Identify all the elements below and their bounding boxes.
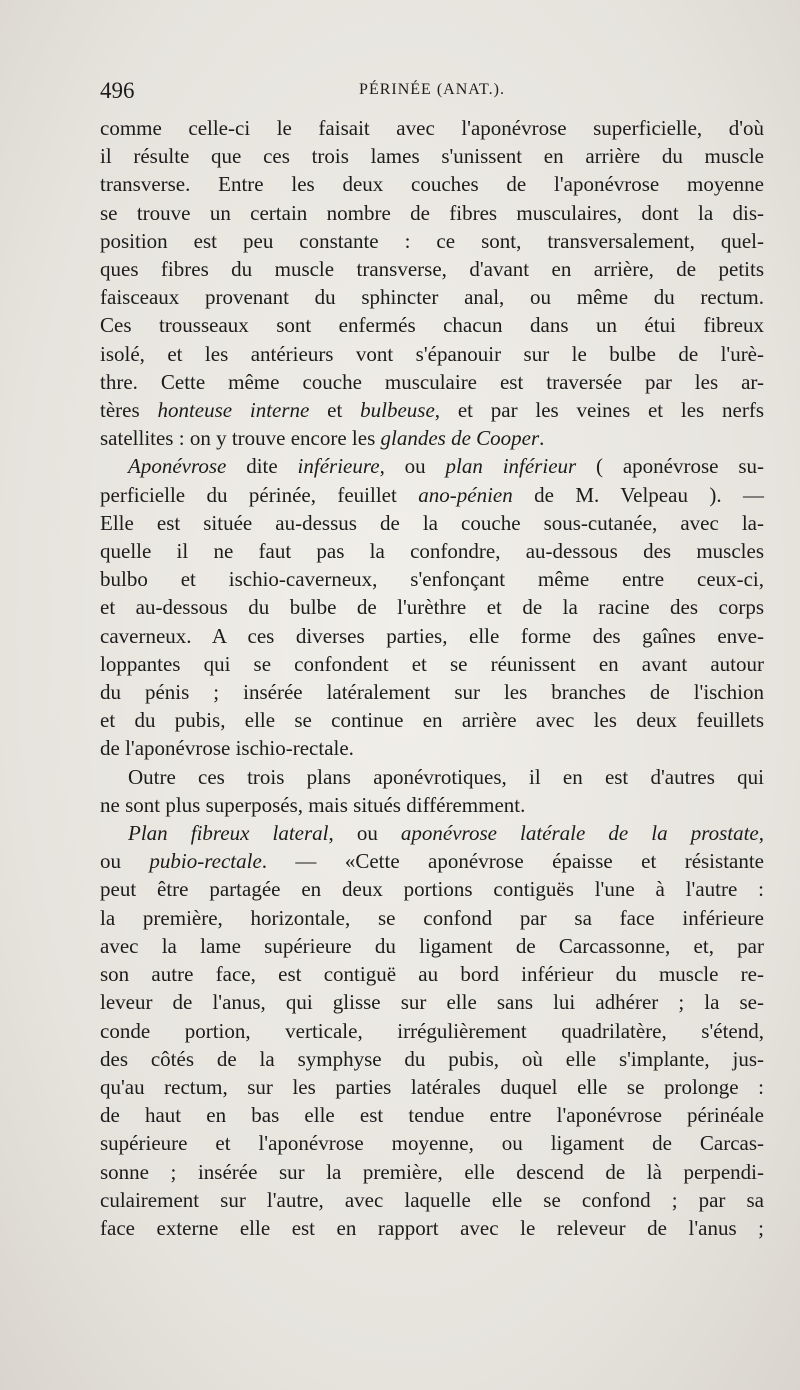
- text-line: de haut en bas elle est tendue entre l'aponévrose périnéale: [100, 1103, 764, 1128]
- text-segment: et: [309, 398, 361, 423]
- text-line: [100, 396, 764, 424]
- text-segment: ( aponévrose su-: [576, 454, 764, 479]
- text-line: qu'au rectum, sur les parties latérales duquel elle se prolonge :: [100, 1074, 764, 1099]
- text-segment: dite: [226, 454, 298, 479]
- text-line: [100, 481, 764, 509]
- text-segment: , ou: [379, 454, 446, 479]
- text-line: peut être partagée en deux portions contiguës l'une à l'autre :: [100, 877, 764, 902]
- page-header: [100, 78, 764, 108]
- text-line: faisceaux provenant du sphincter anal, ou même du rectum.: [100, 285, 764, 310]
- text-line: leveur de l'anus, qui glisse sur elle sans lui adhérer ; la se-: [100, 990, 764, 1015]
- text-line: supérieure et l'aponévrose moyenne, ou ligament de Carcas-: [100, 1131, 764, 1156]
- text-line: bulbo et ischio-caverneux, s'enfonçant même entre ceux-ci,: [100, 567, 764, 592]
- text-line: [100, 424, 764, 452]
- text-line: ques fibres du muscle transverse, d'avant en arrière, de petits: [100, 257, 764, 282]
- text-line: thre. Cette même couche musculaire est traversée par les ar-: [100, 369, 764, 394]
- text-line: [100, 847, 764, 875]
- text-segment: satellites : on y trouve encore les: [100, 426, 381, 451]
- text-line: [100, 819, 764, 847]
- text-line: Elle est située au-dessus de la couche sous-cutanée, avec la-: [100, 510, 764, 535]
- text-line: et au-dessous du bulbe de l'urèthre et de la racine des corps: [100, 595, 764, 620]
- italic-term: pubio-rectale: [149, 849, 262, 874]
- body-text: [100, 114, 764, 1242]
- text-segment: , ou: [328, 821, 401, 846]
- text-line: culairement sur l'autre, avec laquelle elle se confond ; par sa: [100, 1187, 764, 1212]
- italic-term: plan inférieur: [445, 454, 577, 479]
- text-line: Ces trousseaux sont enfermés chacun dans un étui fibreux: [100, 313, 764, 338]
- text-segment: ou: [100, 849, 150, 874]
- text-line: avec la lame supérieure du ligament de Carcassonne, et, par: [100, 933, 764, 958]
- text-line: des côtés de la symphyse du pubis, où elle s'implante, jus-: [100, 1046, 764, 1071]
- text-line: Outre ces trois plans aponévrotiques, il en est d'autres qui: [128, 764, 764, 789]
- italic-term: honteuse interne: [157, 398, 310, 423]
- text-line: et du pubis, elle se continue en arrière avec les deux feuillets: [100, 708, 764, 733]
- italic-term: Plan fibreux lateral: [128, 821, 329, 846]
- italic-term: aponévrose latérale de la prostate: [400, 821, 759, 846]
- italic-term: ano-pénien: [418, 482, 513, 507]
- italic-term: Aponévrose: [128, 454, 227, 479]
- text-line: du pénis ; insérée latéralement sur les branches de l'ischion: [100, 680, 764, 705]
- text-segment: ,: [758, 821, 764, 846]
- text-line: transverse. Entre les deux couches de l'aponévrose moyenne: [100, 172, 764, 197]
- text-line: quelle il ne faut pas la confondre, au-dessous des muscles: [100, 539, 764, 564]
- text-line: son autre face, est contiguë au bord inférieur du muscle re-: [100, 962, 764, 987]
- page-number: 496: [100, 78, 135, 103]
- text-segment: .: [539, 426, 545, 451]
- text-line: conde portion, verticale, irrégulièrement quadrilatère, s'étend,: [100, 1018, 764, 1043]
- italic-term: inférieure: [297, 454, 380, 479]
- text-line: isolé, et les antérieurs vont s'épanouir sur le bulbe de l'urè-: [100, 341, 764, 366]
- running-head: PÉRINÉE (ANAT.).: [359, 81, 505, 98]
- text-line: face externe elle est en rapport avec le releveur de l'anus ;: [100, 1215, 764, 1240]
- text-line: loppantes qui se confondent et se réunissent en avant autour: [100, 651, 764, 676]
- text-line: comme celle-ci le faisait avec l'aponévrose superficielle, d'où: [100, 116, 764, 140]
- italic-term: glandes de Cooper: [380, 426, 540, 451]
- text-line: caverneux. A ces diverses parties, elle forme des gaînes enve-: [100, 623, 764, 648]
- text-segment: tères: [100, 398, 158, 423]
- text-line: sonne ; insérée sur la première, elle descend de là perpendi-: [100, 1159, 764, 1184]
- text-segment: . — «Cette aponévrose épaisse et résistante: [261, 849, 764, 874]
- text-line: position est peu constante : ce sont, transversalement, quel-: [100, 228, 764, 253]
- text-line: se trouve un certain nombre de fibres musculaires, dont la dis-: [100, 200, 764, 225]
- text-line: la première, horizontale, se confond par sa face inférieure: [100, 905, 764, 930]
- italic-term: bulbeuse: [360, 398, 435, 423]
- text-line: il résulte que ces trois lames s'unissent en arrière du muscle: [100, 144, 764, 169]
- text-line: de l'aponévrose ischio-rectale.: [100, 736, 354, 761]
- text-segment: perficielle du périnée, feuillet: [100, 482, 419, 507]
- text-segment: de M. Velpeau ). —: [512, 482, 764, 507]
- text-line: ne sont plus superposés, mais situés différemment.: [100, 792, 526, 817]
- text-line: [100, 452, 764, 480]
- text-segment: , et par les veines et les nerfs: [434, 398, 764, 423]
